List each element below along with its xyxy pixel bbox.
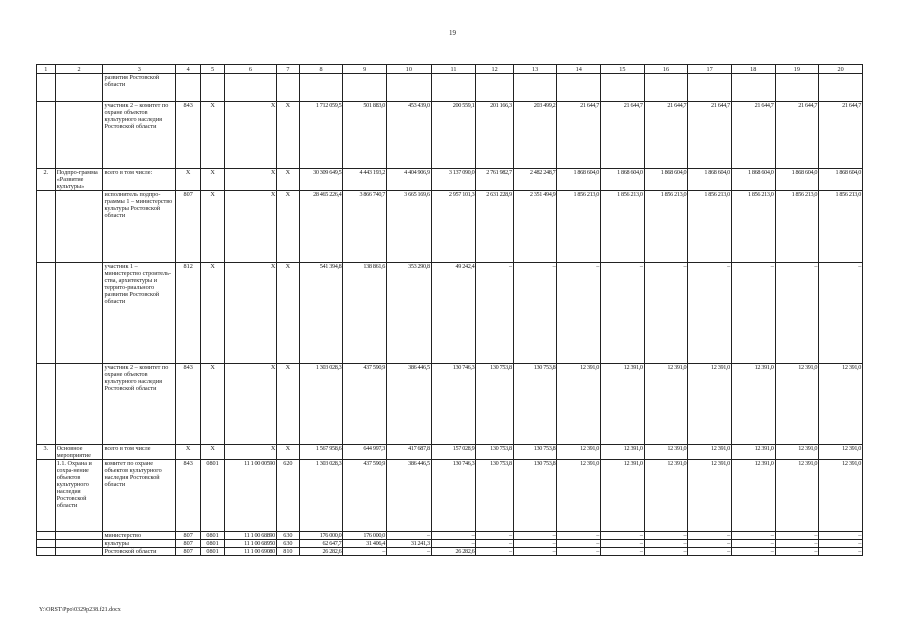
value-cell: 12 391,0 xyxy=(557,460,601,532)
value-cell: 130 753,8 xyxy=(476,445,513,460)
value-cell: – xyxy=(688,540,732,548)
value-cell: 12 391,0 xyxy=(601,364,645,445)
value-cell: – xyxy=(557,263,601,364)
value-cell: 28 465 226,4 xyxy=(299,191,343,263)
value-cell xyxy=(601,74,645,102)
cell-c2 xyxy=(55,364,103,445)
column-number-header: 9 xyxy=(343,65,387,74)
value-cell: 12 391,0 xyxy=(775,460,819,532)
value-cell: 541 394,8 xyxy=(299,263,343,364)
value-cell: 1 868 604,0 xyxy=(688,169,732,191)
value-cell: 49 242,4 xyxy=(431,263,476,364)
cell-c4 xyxy=(176,74,201,102)
value-cell: 31 406,4 xyxy=(343,540,387,548)
cell-c2 xyxy=(55,102,103,169)
cell-c6: X xyxy=(225,191,277,263)
table-row xyxy=(37,169,863,191)
cell-c2: Основное мероприятие xyxy=(55,445,103,460)
value-cell: – xyxy=(387,548,432,556)
column-number-header: 14 xyxy=(557,65,601,74)
cell-c4: 807 xyxy=(176,540,201,548)
cell-c1 xyxy=(37,532,56,540)
value-cell: – xyxy=(476,540,513,548)
value-cell: 1 868 604,0 xyxy=(557,169,601,191)
value-cell: 21 644,7 xyxy=(601,102,645,169)
value-cell: – xyxy=(819,540,863,548)
cell-c1 xyxy=(37,540,56,548)
column-number-header: 6 xyxy=(225,65,277,74)
value-cell xyxy=(644,74,688,102)
value-cell: – xyxy=(644,263,688,364)
value-cell: – xyxy=(688,263,732,364)
cell-c4: 843 xyxy=(176,364,201,445)
column-number-header: 7 xyxy=(276,65,299,74)
value-cell xyxy=(688,74,732,102)
value-cell: 386 446,5 xyxy=(387,364,432,445)
value-cell: 1 856 213,0 xyxy=(601,191,645,263)
cell-c5: X xyxy=(201,364,225,445)
cell-c7: X xyxy=(276,364,299,445)
value-cell: 4 404 906,9 xyxy=(387,169,432,191)
table-row xyxy=(37,445,863,460)
value-cell: 21 644,7 xyxy=(557,102,601,169)
cell-c2: Подпро-грамма «Развитие культуры» xyxy=(55,169,103,191)
cell-c5: X xyxy=(201,191,225,263)
cell-c3: участник 2 – комитет по охране объектов культурного наследия Ростовской области xyxy=(103,102,176,169)
value-cell: – xyxy=(431,540,476,548)
value-cell xyxy=(299,74,343,102)
value-cell: 3 866 740,7 xyxy=(343,191,387,263)
value-cell: 30 309 649,5 xyxy=(299,169,343,191)
column-number-header: 8 xyxy=(299,65,343,74)
column-number-header: 10 xyxy=(387,65,432,74)
value-cell: 12 391,0 xyxy=(557,364,601,445)
value-cell: – xyxy=(387,532,432,540)
value-cell xyxy=(513,74,557,102)
cell-c7: 630 xyxy=(276,540,299,548)
cell-c6: 11 1 00 69080 xyxy=(225,548,277,556)
cell-c3: министерство xyxy=(103,532,176,540)
column-number-header: 5 xyxy=(201,65,225,74)
value-cell: 130 753,8 xyxy=(513,460,557,532)
value-cell: 12 391,0 xyxy=(731,445,775,460)
value-cell: – xyxy=(731,263,775,364)
value-cell: – xyxy=(601,263,645,364)
value-cell: 453 439,0 xyxy=(387,102,432,169)
cell-c6: X xyxy=(225,263,277,364)
value-cell: 12 391,0 xyxy=(775,364,819,445)
value-cell: – xyxy=(557,548,601,556)
value-cell: – xyxy=(775,532,819,540)
value-cell xyxy=(343,74,387,102)
cell-c2: 1.1. Охрана и сохра-нение объектов культурного наследия Ростовской области xyxy=(55,460,103,532)
value-cell: 1 868 604,0 xyxy=(731,169,775,191)
value-cell: – xyxy=(513,548,557,556)
cell-c5: X xyxy=(201,263,225,364)
cell-c6: X xyxy=(225,445,277,460)
table-row xyxy=(37,102,863,169)
value-cell: 12 391,0 xyxy=(819,460,863,532)
value-cell: 1 712 059,5 xyxy=(299,102,343,169)
value-cell: 21 644,7 xyxy=(731,102,775,169)
value-cell: 26 282,6 xyxy=(431,548,476,556)
column-number-header: 20 xyxy=(819,65,863,74)
value-cell: – xyxy=(644,548,688,556)
column-number-header: 3 xyxy=(103,65,176,74)
cell-c1 xyxy=(37,102,56,169)
table-row xyxy=(37,263,863,364)
cell-c5: X xyxy=(201,102,225,169)
cell-c6: X xyxy=(225,364,277,445)
cell-c3: всего в том числе xyxy=(103,445,176,460)
cell-c1 xyxy=(37,74,56,102)
footer-file-path: Y:\ORST\Ppo\0329p238.f21.docx xyxy=(39,607,121,613)
value-cell: 1 856 213,0 xyxy=(644,191,688,263)
value-cell: – xyxy=(513,263,557,364)
cell-c1 xyxy=(37,364,56,445)
cell-c3: развития Ростовской области xyxy=(103,74,176,102)
value-cell xyxy=(476,74,513,102)
value-cell: 130 753,8 xyxy=(513,445,557,460)
cell-c5: 0801 xyxy=(201,532,225,540)
value-cell: 31 241,3 xyxy=(387,540,432,548)
cell-c5: 0801 xyxy=(201,460,225,532)
value-cell: – xyxy=(601,532,645,540)
value-cell: – xyxy=(644,540,688,548)
cell-c3: всего в том числе: xyxy=(103,169,176,191)
value-cell: 138 861,6 xyxy=(343,263,387,364)
value-cell: 12 391,0 xyxy=(688,364,732,445)
value-cell: 12 391,0 xyxy=(644,460,688,532)
value-cell: 21 644,7 xyxy=(688,102,732,169)
value-cell: – xyxy=(431,532,476,540)
column-number-header: 4 xyxy=(176,65,201,74)
value-cell: 4 443 193,2 xyxy=(343,169,387,191)
value-cell xyxy=(775,74,819,102)
value-cell xyxy=(431,74,476,102)
value-cell: – xyxy=(601,540,645,548)
value-cell: 353 290,8 xyxy=(387,263,432,364)
cell-c1 xyxy=(37,460,56,532)
column-number-header: 19 xyxy=(775,65,819,74)
value-cell: – xyxy=(819,548,863,556)
value-cell: 1 868 604,0 xyxy=(775,169,819,191)
cell-c4: 807 xyxy=(176,532,201,540)
cell-c4: 843 xyxy=(176,460,201,532)
column-number-header: 1 xyxy=(37,65,56,74)
value-cell: 12 391,0 xyxy=(819,445,863,460)
value-cell: 437 590,9 xyxy=(343,364,387,445)
value-cell: 1 856 213,0 xyxy=(775,191,819,263)
cell-c4: X xyxy=(176,169,201,191)
value-cell: 386 446,5 xyxy=(387,460,432,532)
value-cell: – xyxy=(644,532,688,540)
cell-c4: 843 xyxy=(176,102,201,169)
cell-c7: X xyxy=(276,263,299,364)
value-cell: – xyxy=(775,540,819,548)
cell-c2 xyxy=(55,74,103,102)
value-cell: 2 957 101,3 xyxy=(431,191,476,263)
cell-c6: 11 1 00 68890 xyxy=(225,532,277,540)
value-cell: 176 000,0 xyxy=(343,532,387,540)
value-cell: 12 391,0 xyxy=(601,445,645,460)
cell-c7: X xyxy=(276,191,299,263)
value-cell: 1 567 958,6 xyxy=(299,445,343,460)
value-cell: – xyxy=(557,540,601,548)
cell-c2 xyxy=(55,263,103,364)
cell-c7: X xyxy=(276,169,299,191)
column-number-header-row xyxy=(37,65,863,74)
value-cell: 130 753,8 xyxy=(476,364,513,445)
value-cell: 417 687,8 xyxy=(387,445,432,460)
value-cell: – xyxy=(343,548,387,556)
column-number-header: 17 xyxy=(688,65,732,74)
value-cell: 2 631 228,9 xyxy=(476,191,513,263)
value-cell: 203 499,2 xyxy=(513,102,557,169)
table-row xyxy=(37,364,863,445)
cell-c6: 11 1 00 00590 xyxy=(225,460,277,532)
cell-c7: 810 xyxy=(276,548,299,556)
value-cell: 1 856 213,0 xyxy=(819,191,863,263)
value-cell: 201 166,3 xyxy=(476,102,513,169)
page-number: 19 xyxy=(449,29,456,37)
cell-c2 xyxy=(55,540,103,548)
cell-c6: X xyxy=(225,169,277,191)
cell-c7: 630 xyxy=(276,532,299,540)
cell-c7: X xyxy=(276,102,299,169)
column-number-header: 11 xyxy=(431,65,476,74)
value-cell: 501 883,0 xyxy=(343,102,387,169)
cell-c3: культуры xyxy=(103,540,176,548)
cell-c7 xyxy=(276,74,299,102)
table-row xyxy=(37,460,863,532)
cell-c4: 807 xyxy=(176,548,201,556)
cell-c3: комитет по охране объектов культурного наследия Ростовской области xyxy=(103,460,176,532)
value-cell: 26 282,6 xyxy=(299,548,343,556)
table-row xyxy=(37,540,863,548)
cell-c5: X xyxy=(201,445,225,460)
value-cell: 2 761 982,7 xyxy=(476,169,513,191)
value-cell: 12 391,0 xyxy=(688,460,732,532)
value-cell: 12 391,0 xyxy=(688,445,732,460)
value-cell xyxy=(387,74,432,102)
table-row xyxy=(37,548,863,556)
value-cell: 1 856 213,0 xyxy=(688,191,732,263)
value-cell: 62 647,7 xyxy=(299,540,343,548)
cell-c3: исполнитель подпро-граммы 1 – министерство культуры Ростовской области xyxy=(103,191,176,263)
value-cell: – xyxy=(513,540,557,548)
cell-c6: X xyxy=(225,102,277,169)
cell-c7: X xyxy=(276,445,299,460)
cell-c6 xyxy=(225,74,277,102)
value-cell: 21 644,7 xyxy=(819,102,863,169)
value-cell: – xyxy=(775,263,819,364)
cell-c1: 3. xyxy=(37,445,56,460)
budget-table xyxy=(36,64,863,556)
value-cell: 644 997,3 xyxy=(343,445,387,460)
table-row xyxy=(37,74,863,102)
value-cell: 176 000,0 xyxy=(299,532,343,540)
value-cell: – xyxy=(731,532,775,540)
value-cell: – xyxy=(513,532,557,540)
value-cell: – xyxy=(476,548,513,556)
value-cell: 21 644,7 xyxy=(644,102,688,169)
cell-c4: 807 xyxy=(176,191,201,263)
cell-c3: участник 1 – министерство строитель-ства, архитектуры и террито-риального развития Ростовской области xyxy=(103,263,176,364)
value-cell: 1 868 604,0 xyxy=(819,169,863,191)
cell-c5: 0801 xyxy=(201,540,225,548)
value-cell: 1 303 028,3 xyxy=(299,364,343,445)
value-cell: – xyxy=(731,540,775,548)
cell-c2 xyxy=(55,532,103,540)
value-cell: – xyxy=(476,532,513,540)
cell-c4: 812 xyxy=(176,263,201,364)
value-cell: – xyxy=(476,263,513,364)
cell-c2 xyxy=(55,191,103,263)
value-cell: 437 590,9 xyxy=(343,460,387,532)
value-cell: 1 303 028,3 xyxy=(299,460,343,532)
column-number-header: 2 xyxy=(55,65,103,74)
value-cell: 200 559,1 xyxy=(431,102,476,169)
cell-c2 xyxy=(55,548,103,556)
column-number-header: 18 xyxy=(731,65,775,74)
value-cell xyxy=(731,74,775,102)
value-cell: – xyxy=(688,548,732,556)
value-cell: – xyxy=(819,532,863,540)
column-number-header: 16 xyxy=(644,65,688,74)
cell-c1 xyxy=(37,191,56,263)
table-row xyxy=(37,532,863,540)
value-cell: 130 753,8 xyxy=(513,364,557,445)
value-cell: 1 856 213,0 xyxy=(557,191,601,263)
cell-c1 xyxy=(37,263,56,364)
cell-c3: участник 2 – комитет по охране объектов культурного наследия Ростовской области xyxy=(103,364,176,445)
value-cell: 1 868 604,0 xyxy=(601,169,645,191)
value-cell xyxy=(819,74,863,102)
value-cell: 3 137 090,0 xyxy=(431,169,476,191)
value-cell: – xyxy=(731,548,775,556)
value-cell: – xyxy=(557,532,601,540)
value-cell: 1 868 604,0 xyxy=(644,169,688,191)
value-cell: – xyxy=(775,548,819,556)
value-cell: 157 028,9 xyxy=(431,445,476,460)
value-cell: 130 746,3 xyxy=(431,460,476,532)
table-row xyxy=(37,191,863,263)
cell-c3: Ростовской области xyxy=(103,548,176,556)
value-cell: 12 391,0 xyxy=(644,445,688,460)
value-cell: 12 391,0 xyxy=(731,364,775,445)
value-cell: 12 391,0 xyxy=(601,460,645,532)
value-cell: 12 391,0 xyxy=(819,364,863,445)
column-number-header: 15 xyxy=(601,65,645,74)
cell-c7: 620 xyxy=(276,460,299,532)
value-cell: 12 391,0 xyxy=(775,445,819,460)
value-cell: 130 746,3 xyxy=(431,364,476,445)
cell-c5: 0801 xyxy=(201,548,225,556)
value-cell: – xyxy=(601,548,645,556)
cell-c5 xyxy=(201,74,225,102)
cell-c4: X xyxy=(176,445,201,460)
cell-c6: 11 1 00 68950 xyxy=(225,540,277,548)
cell-c1 xyxy=(37,548,56,556)
value-cell: 21 644,7 xyxy=(775,102,819,169)
value-cell: – xyxy=(688,532,732,540)
value-cell xyxy=(557,74,601,102)
value-cell: 12 391,0 xyxy=(731,460,775,532)
value-cell: 1 856 213,0 xyxy=(731,191,775,263)
value-cell: 12 391,0 xyxy=(644,364,688,445)
value-cell: 12 391,0 xyxy=(557,445,601,460)
column-number-header: 12 xyxy=(476,65,513,74)
value-cell: – xyxy=(819,263,863,364)
value-cell: 130 753,8 xyxy=(476,460,513,532)
cell-c1: 2. xyxy=(37,169,56,191)
value-cell: 2 482 248,7 xyxy=(513,169,557,191)
value-cell: 3 665 169,6 xyxy=(387,191,432,263)
cell-c5: X xyxy=(201,169,225,191)
value-cell: 2 351 494,9 xyxy=(513,191,557,263)
column-number-header: 13 xyxy=(513,65,557,74)
